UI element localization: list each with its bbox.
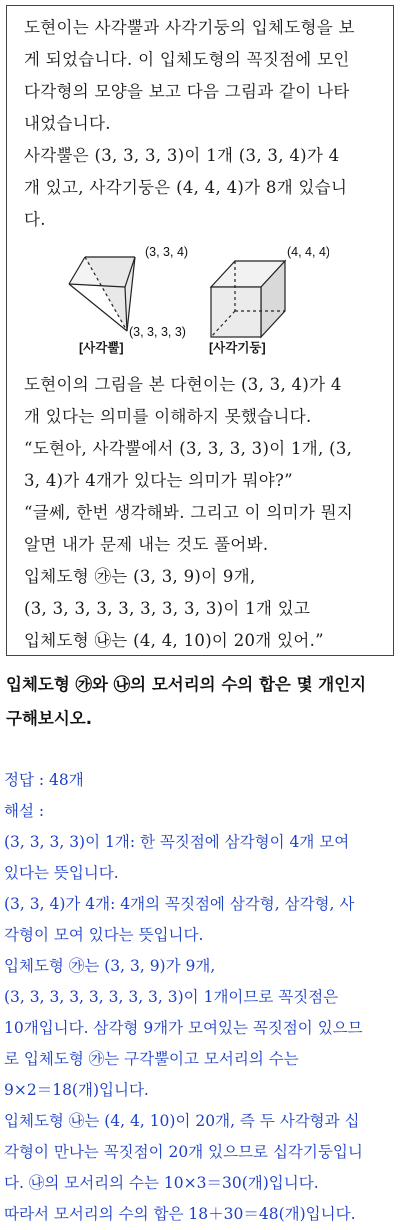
explanation-line: 입체도형 ㉮는 (3, 3, 9)가 9개, xyxy=(4,957,216,975)
explanation-line: (3, 3, 4)가 4개: 4개의 꼭짓점에 삼각형, 삼각형, 사 xyxy=(4,895,355,913)
problem-intro xyxy=(24,12,355,236)
question-line: 구해보시오. xyxy=(6,709,92,728)
intro-line: 다. xyxy=(24,210,46,229)
square-pyramid-drawing xyxy=(69,257,135,331)
explanation-line: 10개입니다. 삼각형 9개가 모여있는 꼭짓점이 있으므 xyxy=(4,1019,363,1037)
pyramid-caption: [사각뿔] xyxy=(79,341,124,355)
dialog-line: “글쎄, 한번 생각해봐. 그리고 이 의미가 뭔지 xyxy=(24,503,354,522)
explanation-line: 따라서 모서리의 수의 합은 18＋30＝48(개)입니다. xyxy=(4,1205,356,1223)
explanation-line: 다. ㉯의 모서리의 수는 10×3＝30(개)입니다. xyxy=(4,1174,319,1192)
problem-box xyxy=(6,5,394,656)
explanation-line: 9×2＝18(개)입니다. xyxy=(4,1081,149,1099)
solid-figures xyxy=(59,239,329,359)
problem-dialog xyxy=(24,369,353,657)
dialog-line: 입체도형 ㉯는 (4, 4, 10)이 20개 있어.” xyxy=(24,631,324,650)
explanation-line: (3, 3, 3, 3, 3, 3, 3, 3, 3)이 1개이므로 꼭짓점은 xyxy=(4,988,339,1006)
dialog-line: 개 있다는 의미를 이해하지 못했습니다. xyxy=(24,407,312,426)
answer-line: 정답 : 48개 xyxy=(4,771,84,789)
prism-caption: [사각기둥] xyxy=(209,341,266,355)
dialog-line: 도현이의 그림을 본 다현이는 (3, 3, 4)가 4 xyxy=(24,375,342,394)
dialog-line: 3, 4)가 4개가 있다는 의미가 뭐야?” xyxy=(24,471,293,490)
intro-line: 게 되었습니다. 이 입체도형의 꼭짓점에 모인 xyxy=(24,50,350,69)
explanation-line: 각형이 모여 있다는 뜻입니다. xyxy=(4,926,204,944)
explanation-line: 각형이 만나는 꼭짓점이 20개 있으므로 십각기둥입니 xyxy=(4,1143,363,1161)
explanation-heading: 해설 : xyxy=(4,802,45,820)
pyramid-top-label: (3, 3, 4) xyxy=(145,245,189,259)
intro-line: 내었습니다. xyxy=(24,114,111,133)
explanation-line: (3, 3, 3, 3)이 1개: 한 꼭짓점에 삼각형이 4개 모여 xyxy=(4,833,350,851)
question-text xyxy=(6,668,366,736)
square-prism-drawing xyxy=(211,261,285,337)
prism-label: (4, 4, 4) xyxy=(287,245,329,259)
dialog-line: (3, 3, 3, 3, 3, 3, 3, 3, 3)이 1개 있고 xyxy=(24,599,311,618)
intro-line: 다각형의 모양을 보고 다음 그림과 같이 나타 xyxy=(24,82,350,101)
intro-line: 사각뿔은 (3, 3, 3, 3)이 1개 (3, 3, 4)가 4 xyxy=(24,146,340,165)
dialog-line: 알면 내가 문제 내는 것도 풀어봐. xyxy=(24,535,269,554)
explanation-line: 로 입체도형 ㉮는 구각뿔이고 모서리의 수는 xyxy=(4,1050,299,1068)
pyramid-apex-label: (3, 3, 3, 3) xyxy=(129,325,186,339)
intro-line: 도현이는 사각뿔과 사각기둥의 입체도형을 보 xyxy=(24,18,355,37)
solution-block xyxy=(4,765,363,1230)
intro-line: 개 있고, 사각기둥은 (4, 4, 4)가 8개 있습니 xyxy=(24,178,348,197)
explanation-line: 있다는 뜻입니다. xyxy=(4,864,119,882)
explanation-line: 입체도형 ㉯는 (4, 4, 10)이 20개, 즉 두 사각형과 십 xyxy=(4,1112,360,1130)
solid-figures-drawing xyxy=(59,239,329,359)
dialog-line: 입체도형 ㉮는 (3, 3, 9)이 9개, xyxy=(24,567,256,586)
question-line: 입체도형 ㉮와 ㉯의 모서리의 수의 합은 몇 개인지 xyxy=(6,675,367,694)
dialog-line: “도현아, 사각뿔에서 (3, 3, 3, 3)이 1개, (3, xyxy=(24,439,353,458)
